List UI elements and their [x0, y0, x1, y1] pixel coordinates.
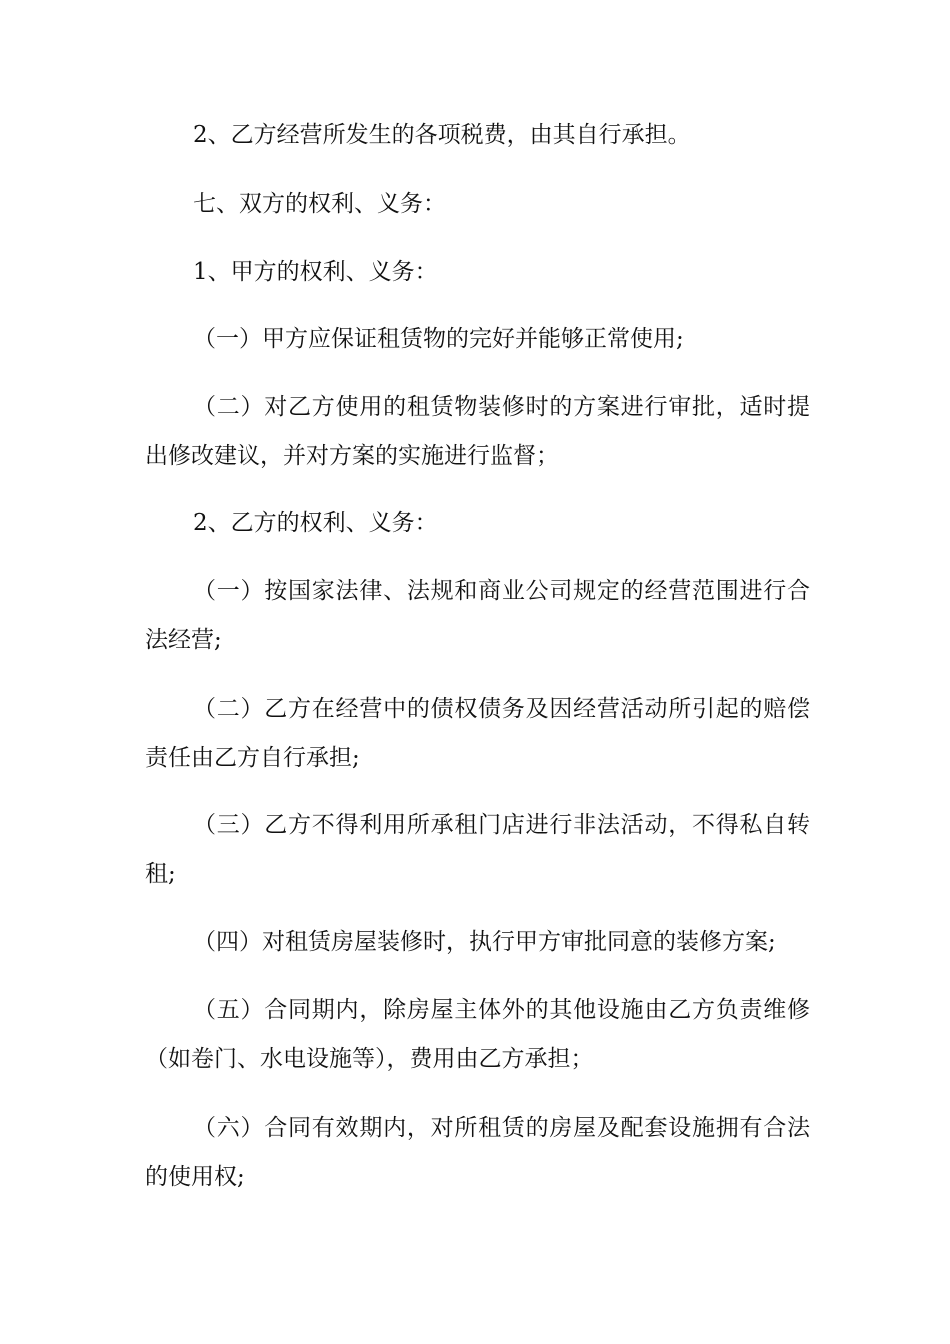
party-b-item-4: （四）对租赁房屋装修时，执行甲方审批同意的装修方案; [193, 929, 776, 955]
subheading-party-a: 1、甲方的权利、义务： [193, 259, 438, 285]
party-b-item-5: （五）合同期内，除房屋主体外的其他设施由乙方负责维修（如卷门、水电设施等），费用由乙方承担； [145, 997, 810, 1072]
paragraph-tax: 2、乙方经营所发生的各项税费，由其自行承担。 [193, 122, 691, 148]
party-a-item-1: （一）甲方应保证租赁物的完好并能够正常使用; [193, 326, 684, 352]
party-b-item-3: （三）乙方不得利用所承租门店进行非法活动，不得私自转租; [145, 812, 810, 887]
party-a-item-2: （二）对乙方使用的租赁物装修时的方案进行审批，适时提出修改建议，并对方案的实施进行监督； [145, 394, 810, 469]
party-b-item-6: （六）合同有效期内，对所租赁的房屋及配套设施拥有合法的使用权; [145, 1115, 810, 1190]
party-b-item-2: （二）乙方在经营中的债权债务及因经营活动所引起的赔偿责任由乙方自行承担; [145, 696, 810, 771]
party-b-item-1: （一）按国家法律、法规和商业公司规定的经营范围进行合法经营; [145, 578, 810, 653]
subheading-party-b: 2、乙方的权利、义务： [193, 510, 438, 536]
section-heading-rights-obligations: 七、双方的权利、义务： [193, 191, 446, 217]
